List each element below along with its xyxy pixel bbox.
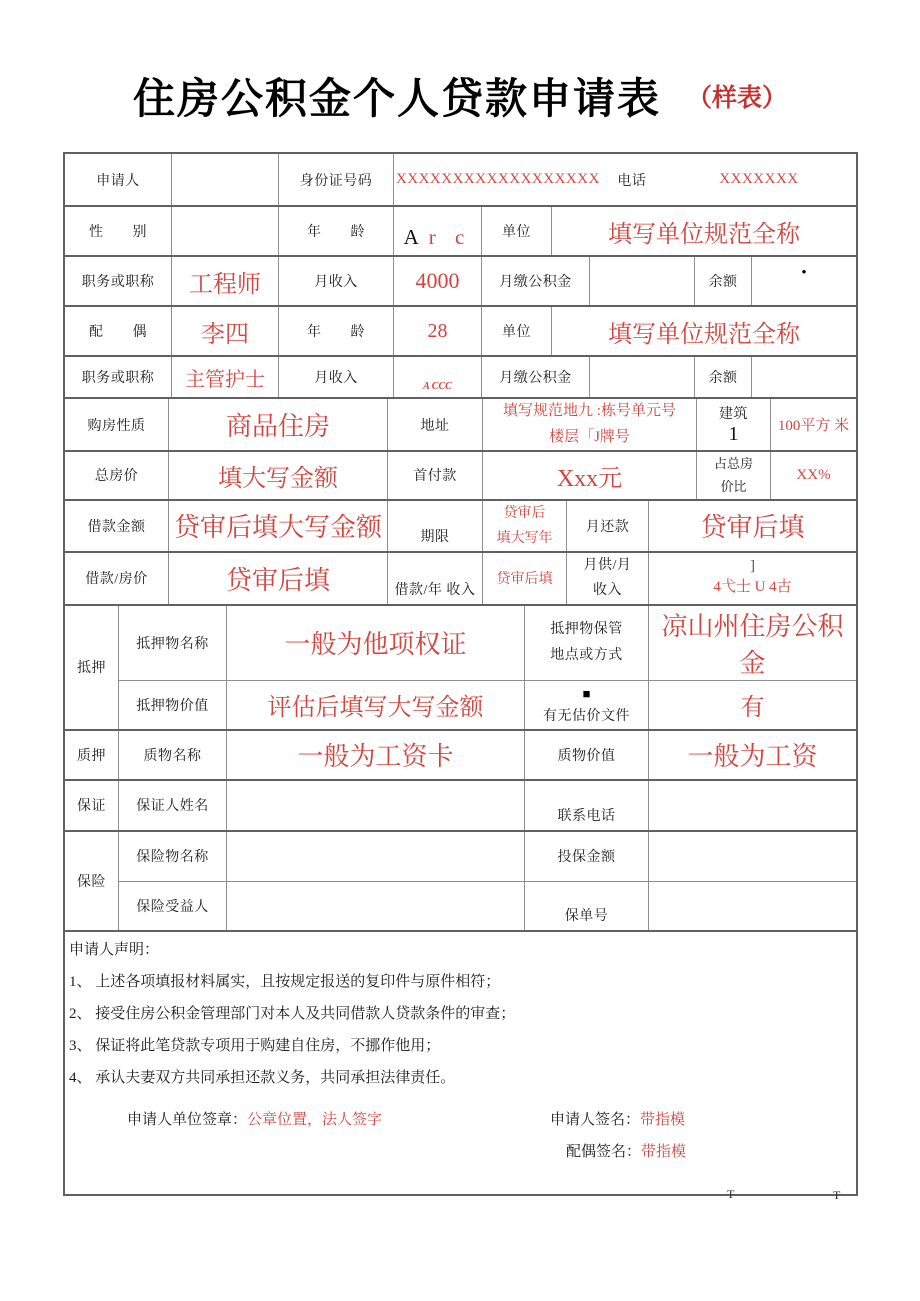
mortgage-rows <box>119 606 856 729</box>
spouse-job-value: 主管护士 <box>185 368 265 391</box>
total-price-value-cell <box>169 452 388 499</box>
spouse-balance-value-cell <box>752 357 856 397</box>
mortgage-keep-label-cell <box>525 606 649 680</box>
address-line2: 楼层「J牌号 <box>549 428 630 445</box>
phone-label: 电话 <box>617 173 647 189</box>
unit-signature-label: 申请人单位签章： <box>127 1111 248 1128</box>
spouse-fund-value-cell <box>590 357 695 397</box>
unit-label: 单位 <box>502 225 531 240</box>
loan-price-label-cell <box>65 553 169 603</box>
age-label: 年 龄 <box>307 225 365 240</box>
loan-year-label: 借款/年 收入 <box>394 582 476 598</box>
spouse-fund-label-cell <box>482 357 590 397</box>
house-type-value: 商品住房 <box>225 412 330 441</box>
policy-number-label-cell <box>525 882 649 930</box>
beneficiary-value-cell <box>227 882 525 930</box>
price-ratio-label-line1: 占总房 <box>713 456 753 471</box>
row-job-applicant <box>65 257 856 307</box>
insured-amount-value-cell <box>649 832 856 881</box>
mortgage-name-label-cell <box>119 606 227 680</box>
address-label: 地址 <box>420 418 450 434</box>
id-value: XXXXXXXXXXXXXXXXXX <box>395 171 600 187</box>
declaration-section <box>65 932 856 1202</box>
row-price <box>65 452 856 501</box>
loan-price-label: 借款/房价 <box>85 572 148 588</box>
unit-signature-value: 公章位置，法人签字 <box>247 1111 383 1128</box>
spouse-unit-label-cell <box>482 307 552 355</box>
area-value: 100平方 米 <box>777 418 850 434</box>
pledge-group-label: 质押 <box>77 748 106 764</box>
row-gender <box>65 207 856 257</box>
sample-badge: （样表） <box>687 85 788 112</box>
spouse-label: 配 偶 <box>89 325 147 340</box>
pledge-value-label: 质物价值 <box>557 748 616 764</box>
job-label: 职务或职称 <box>81 275 155 290</box>
balance-label-cell <box>695 257 752 305</box>
mortgage-name-row <box>119 606 856 681</box>
guarantee-group-label-cell <box>65 781 119 830</box>
appraisal-doc-label: 有无估价文件 <box>543 708 630 724</box>
mortgage-name-value: 一般为他项权证 <box>284 630 467 660</box>
supply-label-line1: 月供/月 <box>583 558 632 574</box>
guarantee-section <box>65 781 856 832</box>
supply-label-cell <box>567 553 649 603</box>
monthly-label-cell <box>567 501 649 551</box>
pledge-group-label-cell <box>65 731 119 779</box>
declaration-heading: 申请人声明： <box>69 941 160 958</box>
mortgage-keep-value: 凉山州住房公积金 <box>661 611 844 678</box>
term-value-line2: 填大写年 <box>496 530 553 546</box>
declaration-item-2: 2、 接受住房公积金管理部门对本人及共同借款人贷款条件的审查； <box>69 1005 516 1022</box>
supply-label-line2: 收入 <box>593 583 622 599</box>
down-payment-value-cell <box>483 452 697 499</box>
appraisal-doc-value: 有 <box>740 695 765 722</box>
pledge-section <box>65 731 856 781</box>
price-ratio-label-line2: 价比 <box>720 479 747 495</box>
mortgage-section <box>65 606 856 731</box>
applicant-value-cell <box>172 154 279 205</box>
loan-price-value: 贷审后填 <box>225 565 330 595</box>
pledge-name-label: 质物名称 <box>143 748 202 764</box>
fund-label: 月缴公积金 <box>499 275 572 290</box>
guarantor-name-label: 保证人姓名 <box>136 799 209 815</box>
mortgage-keep-label-line1: 抵押物保管 <box>550 622 623 638</box>
area-sub: 1 <box>728 423 739 445</box>
declaration-item-3: 3、 保证将此笔贷款专项用于购建自住房，不挪作他用； <box>69 1037 441 1054</box>
loan-price-value-cell <box>169 553 388 603</box>
mortgage-group-label: 抵押 <box>77 661 106 677</box>
mortgage-value-value: 评估后填写大写金额 <box>267 695 484 722</box>
spouse-age-value: 28 <box>427 319 448 342</box>
mortgage-group-label-cell <box>65 606 119 729</box>
supply-value: 4弋士 U 4古 <box>713 578 792 595</box>
total-price-label-cell <box>65 452 169 499</box>
age-label-cell <box>279 207 394 255</box>
job-label-cell <box>65 257 172 305</box>
spouse-balance-label-cell <box>695 357 752 397</box>
balance-label: 余额 <box>708 275 738 290</box>
price-ratio-value: XX% <box>796 466 831 483</box>
appraisal-doc-value-cell <box>649 681 856 729</box>
age-value-cell <box>394 207 482 255</box>
declaration-item-4: 4、 承认夫妻双方共同承担还款义务，共同承担法律责任。 <box>69 1069 456 1086</box>
beneficiary-row <box>119 882 856 930</box>
insured-item-label-cell <box>119 832 227 881</box>
pledge-name-label-cell <box>119 731 227 779</box>
spouse-unit-label: 单位 <box>502 325 531 340</box>
term-label: 期限 <box>420 530 450 546</box>
loan-amount-value-cell <box>169 501 388 551</box>
guarantor-name-value-cell <box>227 781 525 830</box>
applicant-signature-line <box>550 1108 685 1129</box>
spouse-signature-label: 配偶签名： <box>566 1143 642 1160</box>
supply-bracket-mark: ] <box>750 557 755 574</box>
applicant-label: 申请人 <box>96 173 140 189</box>
spouse-age-label: 年 龄 <box>307 325 365 340</box>
area-label-cell <box>697 399 771 450</box>
spouse-income-note: A CCC <box>423 381 452 392</box>
spouse-age-label-cell <box>279 307 394 355</box>
mortgage-name-label: 抵押物名称 <box>136 636 209 652</box>
area-label: 建筑 <box>719 407 748 422</box>
row-house <box>65 399 856 452</box>
loan-year-label-cell <box>388 553 483 603</box>
term-value-line1: 贷审后 <box>503 505 546 521</box>
unit-value: 填写单位规范全称 <box>608 221 800 248</box>
insured-item-row <box>119 832 856 882</box>
age-value-black: A <box>403 225 423 249</box>
row-applicant <box>65 154 856 207</box>
spouse-balance-label: 余额 <box>708 371 738 386</box>
unit-signature-line <box>127 1108 382 1129</box>
phone-value: XXXXXXX <box>719 171 799 187</box>
spouse-job-label-cell <box>65 357 172 397</box>
id-phone-cell <box>394 154 856 205</box>
job-value: 工程师 <box>189 271 261 298</box>
insurance-group-label-cell <box>65 832 119 930</box>
spouse-signature-value: 带指模 <box>641 1143 687 1160</box>
id-label: 身份证号码 <box>299 173 373 189</box>
contact-phone-label: 联系电话 <box>557 808 616 824</box>
insured-item-label: 保险物名称 <box>136 850 209 866</box>
insured-amount-label-cell <box>525 832 649 881</box>
contact-phone-value-cell <box>649 781 856 830</box>
application-form-table <box>63 152 858 1202</box>
scan-artifact-mark-left: T <box>727 1186 735 1201</box>
applicant-label-cell <box>65 154 172 205</box>
down-payment-label-cell <box>388 452 483 499</box>
pledge-name-value: 一般为工资卡 <box>297 742 454 772</box>
unit-label-cell <box>482 207 552 255</box>
job-value-cell <box>172 257 279 305</box>
price-ratio-value-cell <box>771 452 856 499</box>
term-label-cell <box>388 501 483 551</box>
mortgage-value-value-cell <box>227 681 525 729</box>
address-line1: 填写规范地九 :栋号单元号 <box>503 403 676 419</box>
row-ratios <box>65 553 856 605</box>
spouse-value: 李四 <box>201 321 249 348</box>
address-label-cell <box>388 399 483 450</box>
insured-amount-label: 投保金额 <box>557 850 616 866</box>
mortgage-value-label: 抵押物价值 <box>136 698 209 714</box>
spouse-income-label-cell <box>279 357 394 397</box>
policy-number-label: 保单号 <box>564 908 609 924</box>
loan-amount-label-cell <box>65 501 169 551</box>
mortgage-value-row <box>119 681 856 729</box>
applicant-signature-value: 带指模 <box>640 1111 686 1128</box>
area-value-cell <box>771 399 856 450</box>
row-spouse <box>65 307 856 357</box>
income-value: 4000 <box>415 268 460 293</box>
fund-label-cell <box>482 257 590 305</box>
mortgage-keep-label-line2: 地点或方式 <box>550 647 623 663</box>
spouse-income-label: 月收入 <box>314 371 358 386</box>
down-payment-value: Xxx元 <box>556 465 623 492</box>
spouse-unit-value: 填写单位规范全称 <box>608 321 800 348</box>
spouse-age-value-cell <box>394 307 482 355</box>
spouse-income-value-cell <box>394 357 482 397</box>
insured-item-value-cell <box>227 832 525 881</box>
applicant-signature-label: 申请人签名： <box>550 1111 641 1128</box>
mortgage-value-label-cell <box>119 681 227 729</box>
pledge-value-value-cell <box>649 731 856 779</box>
policy-number-value-cell <box>649 882 856 930</box>
spouse-label-cell <box>65 307 172 355</box>
insurance-group-label: 保险 <box>77 874 106 890</box>
insurance-rows <box>119 832 856 930</box>
monthly-value: 贷审后填 <box>700 513 805 543</box>
guarantor-name-label-cell <box>119 781 227 830</box>
total-price-label: 总房价 <box>94 469 139 485</box>
spouse-signature-line <box>566 1140 686 1161</box>
guarantee-group-label: 保证 <box>77 799 106 815</box>
balance-value-cell <box>752 257 856 305</box>
income-label: 月收入 <box>314 275 358 290</box>
spouse-fund-label: 月缴公积金 <box>499 371 572 386</box>
house-type-label-cell <box>65 399 169 450</box>
pledge-value-label-cell <box>525 731 649 779</box>
beneficiary-label-cell <box>119 882 227 930</box>
spouse-value-cell <box>172 307 279 355</box>
house-type-value-cell <box>169 399 388 450</box>
balance-dot: • <box>801 265 807 281</box>
gender-label: 性 别 <box>89 225 147 240</box>
row-job-spouse <box>65 357 856 399</box>
mortgage-keep-value-cell <box>649 606 856 680</box>
page-title <box>0 66 920 126</box>
loan-year-value: 贷审后填 <box>496 572 553 588</box>
insurance-section <box>65 832 856 932</box>
price-ratio-label-cell <box>697 452 771 499</box>
total-price-value: 填大写金额 <box>218 465 338 492</box>
loan-amount-value: 贷审后填大写金额 <box>173 513 382 543</box>
monthly-value-cell <box>649 501 856 551</box>
income-value-cell <box>394 257 482 305</box>
mortgage-name-value-cell <box>227 606 525 680</box>
spouse-unit-value-cell <box>552 307 856 355</box>
declaration-item-1: 1、 上述各项填报材料属实，且按规定报送的复印件与原件相符； <box>69 973 501 990</box>
checkbox-square-icon: ■ <box>582 685 591 701</box>
gender-value-cell <box>172 207 279 255</box>
id-label-cell <box>279 154 394 205</box>
pledge-name-value-cell <box>227 731 525 779</box>
declaration-row <box>65 932 856 1202</box>
pledge-value-value: 一般为工资 <box>687 742 818 772</box>
loan-year-value-cell <box>483 553 567 603</box>
form-title: 住房公积金个人贷款申请表 <box>132 77 661 123</box>
income-label-cell <box>279 257 394 305</box>
down-payment-label: 首付款 <box>413 469 457 485</box>
spouse-job-value-cell <box>172 357 279 397</box>
address-value-cell <box>483 399 697 450</box>
monthly-label: 月还款 <box>585 519 630 535</box>
spouse-job-label: 职务或职称 <box>81 371 155 386</box>
loan-amount-label: 借款金额 <box>87 519 146 535</box>
contact-phone-label-cell <box>525 781 649 830</box>
beneficiary-label: 保险受益人 <box>136 899 209 915</box>
unit-value-cell <box>552 207 856 255</box>
fund-value-cell <box>590 257 695 305</box>
house-type-label: 购房性质 <box>87 418 146 434</box>
gender-label-cell <box>65 207 172 255</box>
appraisal-doc-cell <box>525 681 649 729</box>
term-value-cell <box>483 501 567 551</box>
supply-value-cell <box>649 553 856 603</box>
age-value-red: r c <box>428 225 472 249</box>
row-loan <box>65 501 856 553</box>
scan-artifact-mark-right: T <box>833 1187 841 1202</box>
